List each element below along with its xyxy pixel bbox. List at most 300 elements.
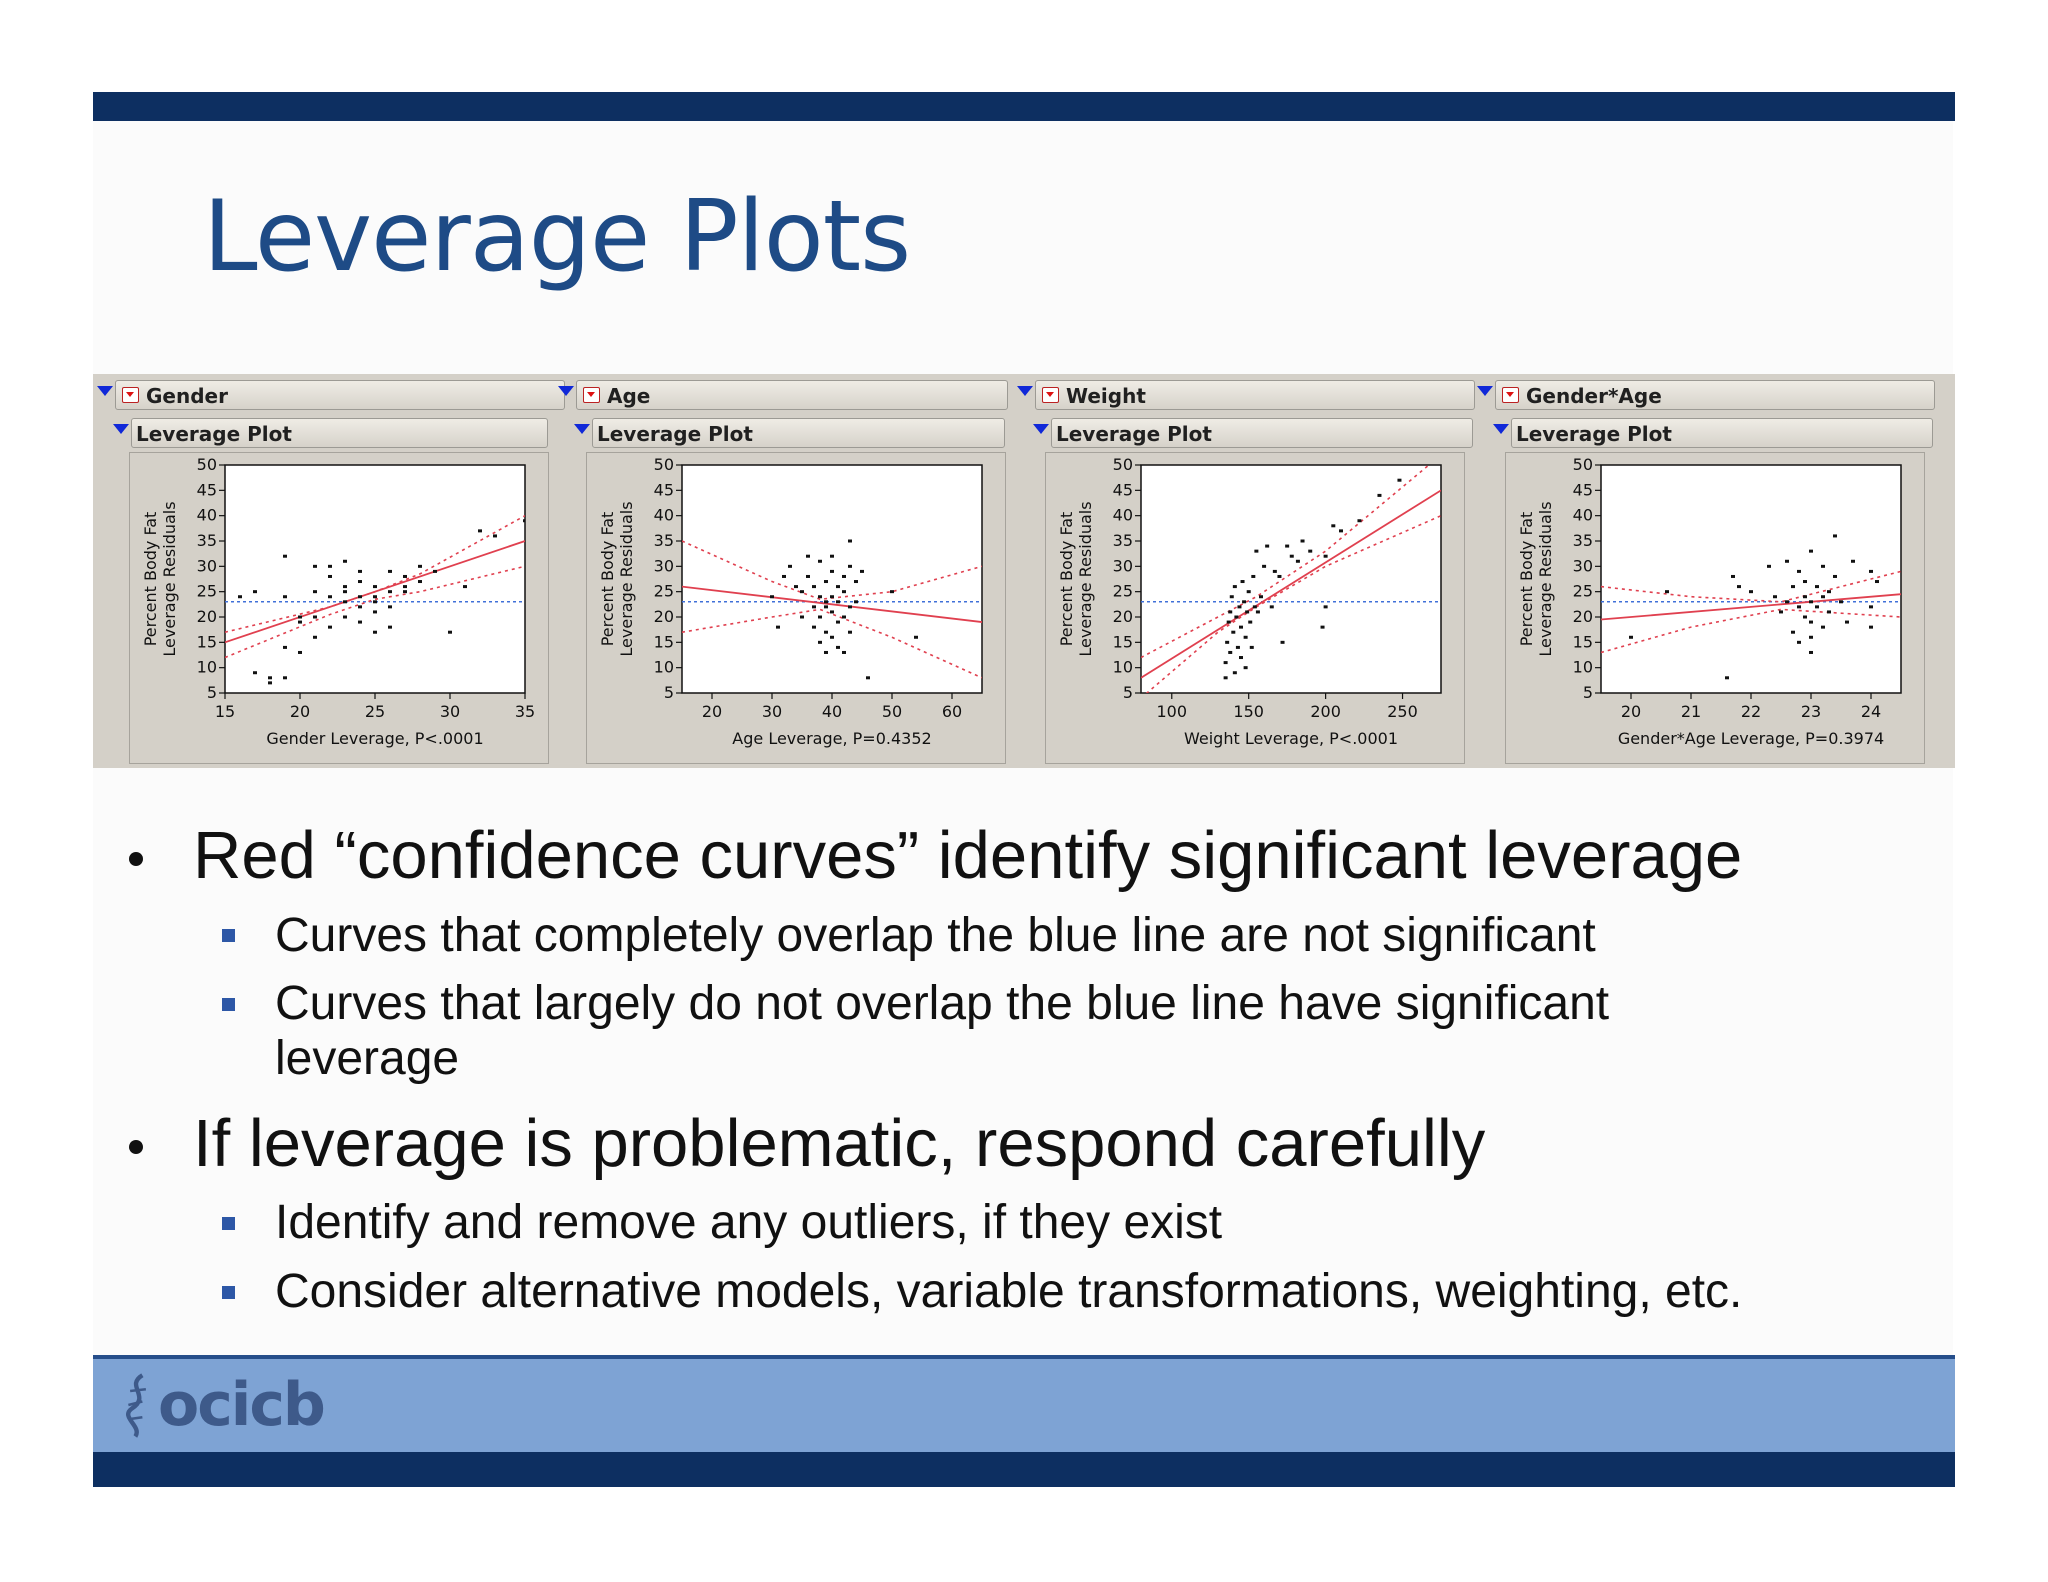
data-point — [1228, 610, 1232, 613]
data-point — [1875, 580, 1879, 583]
gender-report — [93, 374, 553, 768]
y-tick-label: 25 — [653, 581, 674, 601]
dna-logo-icon — [113, 1370, 163, 1440]
data-point — [388, 626, 392, 629]
data-point — [328, 626, 332, 629]
data-point — [1324, 605, 1328, 608]
data-point — [328, 595, 332, 598]
data-point — [818, 616, 822, 619]
y-tick-label: 20 — [653, 607, 674, 626]
data-point — [806, 555, 810, 558]
y-tick-label: 30 — [653, 556, 674, 576]
data-point — [283, 676, 287, 679]
x-tick-label: 15 — [214, 702, 236, 721]
data-point — [1357, 519, 1361, 522]
y-tick-label: 15 — [196, 632, 217, 652]
data-point — [1839, 600, 1843, 603]
data-point — [1239, 656, 1243, 659]
data-point — [824, 605, 828, 608]
bullet-dot — [129, 852, 143, 866]
data-point — [812, 626, 816, 629]
logo-text: ocicb — [158, 1370, 324, 1440]
red-menu-icon[interactable] — [1042, 387, 1059, 403]
data-point — [358, 580, 362, 583]
bullet-square — [222, 1217, 235, 1230]
data-point — [1224, 676, 1228, 679]
y-tick-label: 20 — [1572, 607, 1593, 626]
data-point — [388, 605, 392, 608]
x-tick-label: 23 — [1800, 702, 1822, 721]
data-point — [1248, 621, 1252, 624]
data-point — [860, 570, 864, 573]
data-point — [358, 605, 362, 608]
data-point — [1869, 605, 1873, 608]
data-point — [1869, 570, 1873, 573]
data-point — [313, 590, 317, 593]
data-point — [1629, 636, 1633, 639]
data-point — [1242, 600, 1246, 603]
data-point — [800, 616, 804, 619]
disclosure-icon[interactable] — [558, 386, 574, 396]
data-point — [1833, 534, 1837, 537]
data-point — [1869, 626, 1873, 629]
data-point — [1851, 560, 1855, 563]
red-menu-icon[interactable] — [122, 387, 139, 403]
x-axis-label: Gender Leverage, P<.0001 — [266, 729, 484, 748]
gender-age-title: Gender*Age — [1526, 384, 1662, 408]
data-point — [914, 636, 918, 639]
y-tick-label: 45 — [196, 480, 217, 500]
age-leverage-chart — [587, 453, 1007, 765]
data-point — [373, 595, 377, 598]
data-point — [1239, 626, 1243, 629]
data-point — [848, 605, 852, 608]
data-point — [493, 534, 497, 537]
data-point — [1803, 580, 1807, 583]
weight-report — [1013, 374, 1473, 768]
y-tick-label: 35 — [196, 531, 217, 550]
x-tick-label: 250 — [1387, 702, 1418, 721]
x-tick-label: 35 — [514, 702, 536, 721]
data-point — [848, 631, 852, 634]
y-tick-label: 25 — [196, 581, 217, 601]
y-tick-label: 10 — [1572, 657, 1593, 677]
data-point — [298, 616, 302, 619]
data-point — [1233, 671, 1237, 674]
data-point — [1725, 676, 1729, 679]
data-point — [1250, 646, 1254, 649]
x-tick-label: 60 — [941, 702, 963, 721]
leverage-plot-title: Leverage Plot — [1056, 422, 1212, 446]
data-point — [523, 519, 527, 522]
weight-header[interactable] — [1035, 380, 1475, 410]
y-tick-label: 10 — [1112, 657, 1133, 677]
leverage-plot-title: Leverage Plot — [1516, 422, 1672, 446]
data-point — [1749, 590, 1753, 593]
plot-area — [1601, 465, 1901, 693]
data-point — [812, 605, 816, 608]
y-tick-label: 35 — [653, 531, 674, 550]
data-point — [848, 540, 852, 543]
x-tick-label: 25 — [364, 702, 386, 721]
data-point — [1809, 600, 1813, 603]
y-tick-label: 20 — [1112, 607, 1133, 626]
data-point — [770, 595, 774, 598]
gender-age-leverage-chart — [1506, 453, 1926, 765]
data-point — [1665, 590, 1669, 593]
gender-header[interactable] — [115, 380, 565, 410]
data-point — [343, 616, 347, 619]
data-point — [830, 570, 834, 573]
age-title: Age — [607, 384, 651, 408]
data-point — [1821, 565, 1825, 568]
x-tick-label: 20 — [1620, 702, 1642, 721]
header-bar — [93, 92, 1955, 121]
data-point — [1833, 575, 1837, 578]
data-point — [1237, 605, 1241, 608]
disclosure-icon[interactable] — [1017, 386, 1033, 396]
data-point — [373, 600, 377, 603]
x-axis-label: Weight Leverage, P<.0001 — [1183, 729, 1399, 748]
data-point — [1225, 641, 1229, 644]
weight-title: Weight — [1066, 384, 1146, 408]
data-point — [1265, 545, 1269, 548]
x-tick-label: 40 — [821, 702, 843, 721]
data-point — [1230, 595, 1234, 598]
bullet-dot — [129, 1140, 143, 1154]
data-point — [1785, 560, 1789, 563]
y-tick-label: 25 — [1572, 581, 1593, 601]
bullet-2-sub-2: Consider alternative models, variable transformations, weighting, etc. — [275, 1265, 1743, 1318]
data-point — [836, 585, 840, 588]
y-tick-label: 50 — [1572, 455, 1593, 474]
data-point — [818, 641, 822, 644]
data-point — [1791, 631, 1795, 634]
data-point — [358, 621, 362, 624]
data-point — [373, 610, 377, 613]
footer-band — [93, 1355, 1955, 1452]
y-axis-label-line1: Percent Body Fat — [598, 511, 617, 647]
bullet-1-sub-2-cont: leverage — [275, 1032, 460, 1085]
y-tick-label: 25 — [1112, 581, 1133, 601]
data-point — [1228, 651, 1232, 654]
bullet-square — [222, 1286, 235, 1299]
data-point — [358, 595, 362, 598]
data-point — [1377, 494, 1381, 497]
data-point — [268, 681, 272, 684]
data-point — [1281, 641, 1285, 644]
y-tick-label: 5 — [663, 683, 674, 702]
data-point — [283, 595, 287, 598]
data-point — [1827, 590, 1831, 593]
data-point — [403, 585, 407, 588]
gender-title: Gender — [146, 384, 228, 408]
leverage-plot-header[interactable] — [1511, 418, 1933, 448]
bullet-2: If leverage is problematic, respond carefully — [193, 1106, 1486, 1181]
leverage-plot-header[interactable] — [592, 418, 1005, 448]
bullet-2-sub-1: Identify and remove any outliers, if they exist — [275, 1196, 1223, 1249]
data-point — [890, 590, 894, 593]
data-point — [463, 585, 467, 588]
data-point — [1397, 479, 1401, 482]
data-point — [283, 555, 287, 558]
y-tick-label: 30 — [1572, 556, 1593, 576]
data-point — [1285, 545, 1289, 548]
gender-leverage-chart — [130, 453, 550, 765]
y-tick-label: 20 — [196, 607, 217, 626]
data-point — [1803, 595, 1807, 598]
y-tick-label: 30 — [196, 556, 217, 576]
bullet-1-sub-2: Curves that largely do not overlap the blue line have significant — [275, 977, 1610, 1030]
data-point — [836, 600, 840, 603]
data-point — [788, 565, 792, 568]
data-point — [448, 631, 452, 634]
y-tick-label: 50 — [196, 455, 217, 474]
y-axis-label-line2: Leverage Residuals — [1076, 501, 1095, 657]
data-point — [1779, 610, 1783, 613]
data-point — [1224, 661, 1228, 664]
x-axis-label: Gender*Age Leverage, P=0.3974 — [1617, 729, 1885, 748]
data-point — [478, 529, 482, 532]
y-tick-label: 10 — [196, 657, 217, 677]
data-point — [1737, 585, 1741, 588]
slide-title: Leverage Plots — [203, 180, 911, 294]
y-tick-label: 45 — [1572, 480, 1593, 500]
age-header[interactable] — [576, 380, 1008, 410]
data-point — [1803, 616, 1807, 619]
data-point — [824, 631, 828, 634]
y-tick-label: 40 — [1572, 505, 1593, 525]
data-point — [358, 570, 362, 573]
red-menu-icon[interactable] — [583, 387, 600, 403]
y-axis-label-line1: Percent Body Fat — [1517, 511, 1536, 647]
data-point — [824, 580, 828, 583]
gender-age-header[interactable] — [1495, 380, 1935, 410]
y-tick-label: 35 — [1112, 531, 1133, 550]
data-point — [806, 575, 810, 578]
data-point — [328, 575, 332, 578]
data-point — [836, 646, 840, 649]
data-point — [1244, 636, 1248, 639]
data-point — [1767, 565, 1771, 568]
data-point — [1785, 600, 1789, 603]
x-tick-label: 50 — [881, 702, 903, 721]
y-tick-label: 15 — [1572, 632, 1593, 652]
x-tick-label: 24 — [1860, 702, 1882, 721]
data-point — [1245, 610, 1249, 613]
y-tick-label: 45 — [653, 480, 674, 500]
data-point — [343, 600, 347, 603]
data-point — [1809, 550, 1813, 553]
data-point — [298, 651, 302, 654]
y-axis-label-line1: Percent Body Fat — [141, 511, 160, 647]
data-point — [818, 560, 822, 563]
y-tick-label: 50 — [1112, 455, 1133, 474]
plot-area — [225, 465, 525, 693]
y-axis-label-line2: Leverage Residuals — [617, 501, 636, 657]
data-point — [328, 565, 332, 568]
leverage-plots-panel — [93, 374, 1955, 768]
leverage-plot-title: Leverage Plot — [136, 422, 292, 446]
data-point — [848, 565, 852, 568]
y-tick-label: 5 — [1582, 683, 1593, 702]
disclosure-icon[interactable] — [113, 424, 129, 434]
data-point — [1827, 610, 1831, 613]
age-plot-frame — [586, 452, 1006, 764]
bullet-square — [222, 929, 235, 942]
y-tick-label: 35 — [1572, 531, 1593, 550]
data-point — [1797, 605, 1801, 608]
y-tick-label: 45 — [1112, 480, 1133, 500]
data-point — [388, 570, 392, 573]
data-point — [866, 676, 870, 679]
y-axis-label-line1: Percent Body Fat — [1057, 511, 1076, 647]
bullet-1-sub-1: Curves that completely overlap the blue line are not significant — [275, 909, 1596, 962]
data-point — [1247, 590, 1251, 593]
data-point — [812, 585, 816, 588]
y-axis-label-line2: Leverage Residuals — [1536, 501, 1555, 657]
data-point — [1815, 605, 1819, 608]
data-point — [1277, 575, 1281, 578]
data-point — [268, 676, 272, 679]
data-point — [1254, 550, 1258, 553]
data-point — [1324, 555, 1328, 558]
data-point — [1791, 585, 1795, 588]
data-point — [1236, 646, 1240, 649]
x-tick-label: 22 — [1740, 702, 1762, 721]
x-tick-label: 200 — [1310, 702, 1341, 721]
data-point — [836, 621, 840, 624]
data-point — [794, 585, 798, 588]
data-point — [1845, 621, 1849, 624]
x-tick-label: 150 — [1233, 702, 1264, 721]
data-point — [1233, 585, 1237, 588]
y-tick-label: 5 — [206, 683, 217, 702]
plot-area — [1141, 465, 1441, 693]
data-point — [1251, 575, 1255, 578]
data-point — [842, 616, 846, 619]
y-tick-label: 30 — [1112, 556, 1133, 576]
data-point — [253, 590, 257, 593]
disclosure-icon[interactable] — [1477, 386, 1493, 396]
data-point — [1234, 616, 1238, 619]
data-point — [1809, 621, 1813, 624]
weight-plot-frame — [1045, 452, 1465, 764]
data-point — [1821, 626, 1825, 629]
data-point — [1797, 641, 1801, 644]
disclosure-icon[interactable] — [1493, 424, 1509, 434]
data-point — [403, 575, 407, 578]
data-point — [403, 590, 407, 593]
data-point — [1290, 555, 1294, 558]
gender-age-report — [1473, 374, 1933, 768]
data-point — [1331, 524, 1335, 527]
data-point — [253, 671, 257, 674]
data-point — [842, 651, 846, 654]
x-tick-label: 20 — [701, 702, 723, 721]
data-point — [1256, 610, 1260, 613]
leverage-plot-header[interactable] — [1051, 418, 1473, 448]
data-point — [343, 590, 347, 593]
data-point — [373, 585, 377, 588]
y-tick-label: 15 — [653, 632, 674, 652]
data-point — [800, 590, 804, 593]
data-point — [1262, 565, 1266, 568]
data-point — [1321, 626, 1325, 629]
data-point — [1253, 605, 1257, 608]
data-point — [298, 621, 302, 624]
data-point — [283, 646, 287, 649]
data-point — [830, 555, 834, 558]
data-point — [343, 585, 347, 588]
data-point — [1815, 585, 1819, 588]
data-point — [418, 580, 422, 583]
disclosure-icon[interactable] — [97, 386, 113, 396]
data-point — [373, 631, 377, 634]
bullet-square — [222, 998, 235, 1011]
data-point — [1301, 540, 1305, 543]
data-point — [1821, 595, 1825, 598]
gender-plot-frame — [129, 452, 549, 764]
data-point — [1241, 580, 1245, 583]
x-tick-label: 30 — [761, 702, 783, 721]
data-point — [313, 565, 317, 568]
weight-leverage-chart — [1046, 453, 1466, 765]
y-tick-label: 50 — [653, 455, 674, 474]
red-menu-icon[interactable] — [1502, 387, 1519, 403]
leverage-plot-title: Leverage Plot — [597, 422, 753, 446]
data-point — [343, 560, 347, 563]
bullet-1: Red “confidence curves” identify significant leverage — [193, 818, 1743, 893]
data-point — [1273, 570, 1277, 573]
data-point — [854, 600, 858, 603]
data-point — [1296, 560, 1300, 563]
data-point — [1308, 550, 1312, 553]
x-tick-label: 100 — [1156, 702, 1188, 721]
data-point — [824, 600, 828, 603]
gender-age-plot-frame — [1505, 452, 1925, 764]
disclosure-icon[interactable] — [574, 424, 590, 434]
data-point — [1270, 605, 1274, 608]
footer-bar — [93, 1452, 1955, 1487]
data-point — [238, 595, 242, 598]
data-point — [388, 590, 392, 593]
data-point — [824, 651, 828, 654]
data-point — [1773, 595, 1777, 598]
y-tick-label: 40 — [196, 505, 217, 525]
data-point — [1227, 621, 1231, 624]
data-point — [776, 626, 780, 629]
y-tick-label: 10 — [653, 657, 674, 677]
leverage-plot-header[interactable] — [131, 418, 548, 448]
y-tick-label: 5 — [1122, 683, 1133, 702]
x-axis-label: Age Leverage, P=0.4352 — [732, 729, 932, 748]
plot-area — [682, 465, 982, 693]
data-point — [313, 616, 317, 619]
x-tick-label: 21 — [1680, 702, 1702, 721]
data-point — [818, 595, 822, 598]
disclosure-icon[interactable] — [1033, 424, 1049, 434]
age-report — [554, 374, 1014, 768]
data-point — [854, 580, 858, 583]
data-point — [1797, 570, 1801, 573]
data-point — [782, 575, 786, 578]
data-point — [1244, 666, 1248, 669]
data-point — [830, 595, 834, 598]
data-point — [418, 565, 422, 568]
data-point — [1809, 636, 1813, 639]
data-point — [1731, 575, 1735, 578]
